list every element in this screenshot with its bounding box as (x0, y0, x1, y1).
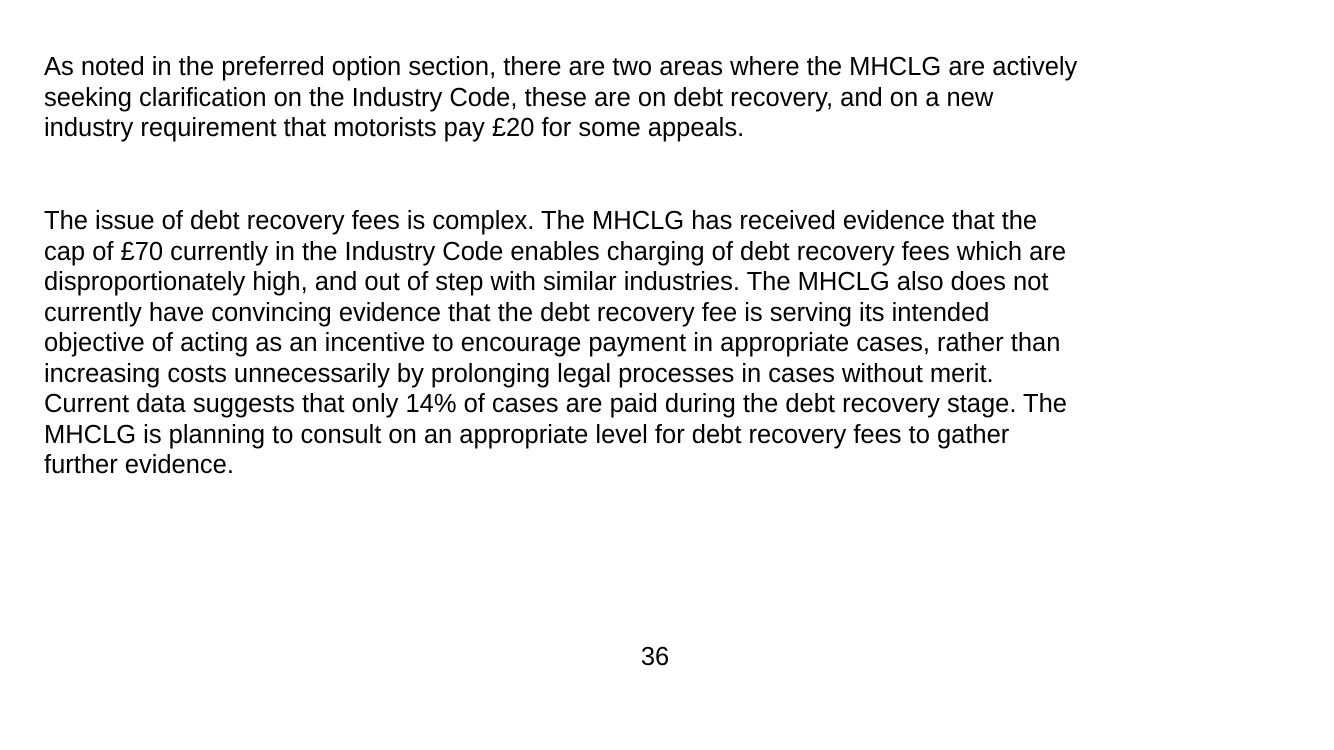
body-paragraph-clarification: As noted in the preferred option section, there are two areas where the MHCLG are actively seeking clarification on the Industry Code, these are on debt recovery, and on a new industry requirement that motorists pay £20 for some appeals. (44, 53, 1078, 142)
body-paragraph-debt-recovery: The issue of debt recovery fees is complex. The MHCLG has received evidence that the cap of £70 currently in the Industry Code enables charging of debt recovery fees which are disproportionately high, and out of step with similar industries. The MHCLG also does not currently have convincing evidence that the debt recovery fee is serving its intended objective of acting as an incentive to encourage payment in appropriate cases, rather than increasing costs unnecessarily by prolonging legal processes in cases without merit. Current data suggests that only 14% of cases are paid during the debt recovery stage. The MHCLG is planning to consult on an appropriate level for debt recovery fees to gather further evidence. (44, 207, 1067, 479)
page-number: 36 (640, 643, 670, 671)
